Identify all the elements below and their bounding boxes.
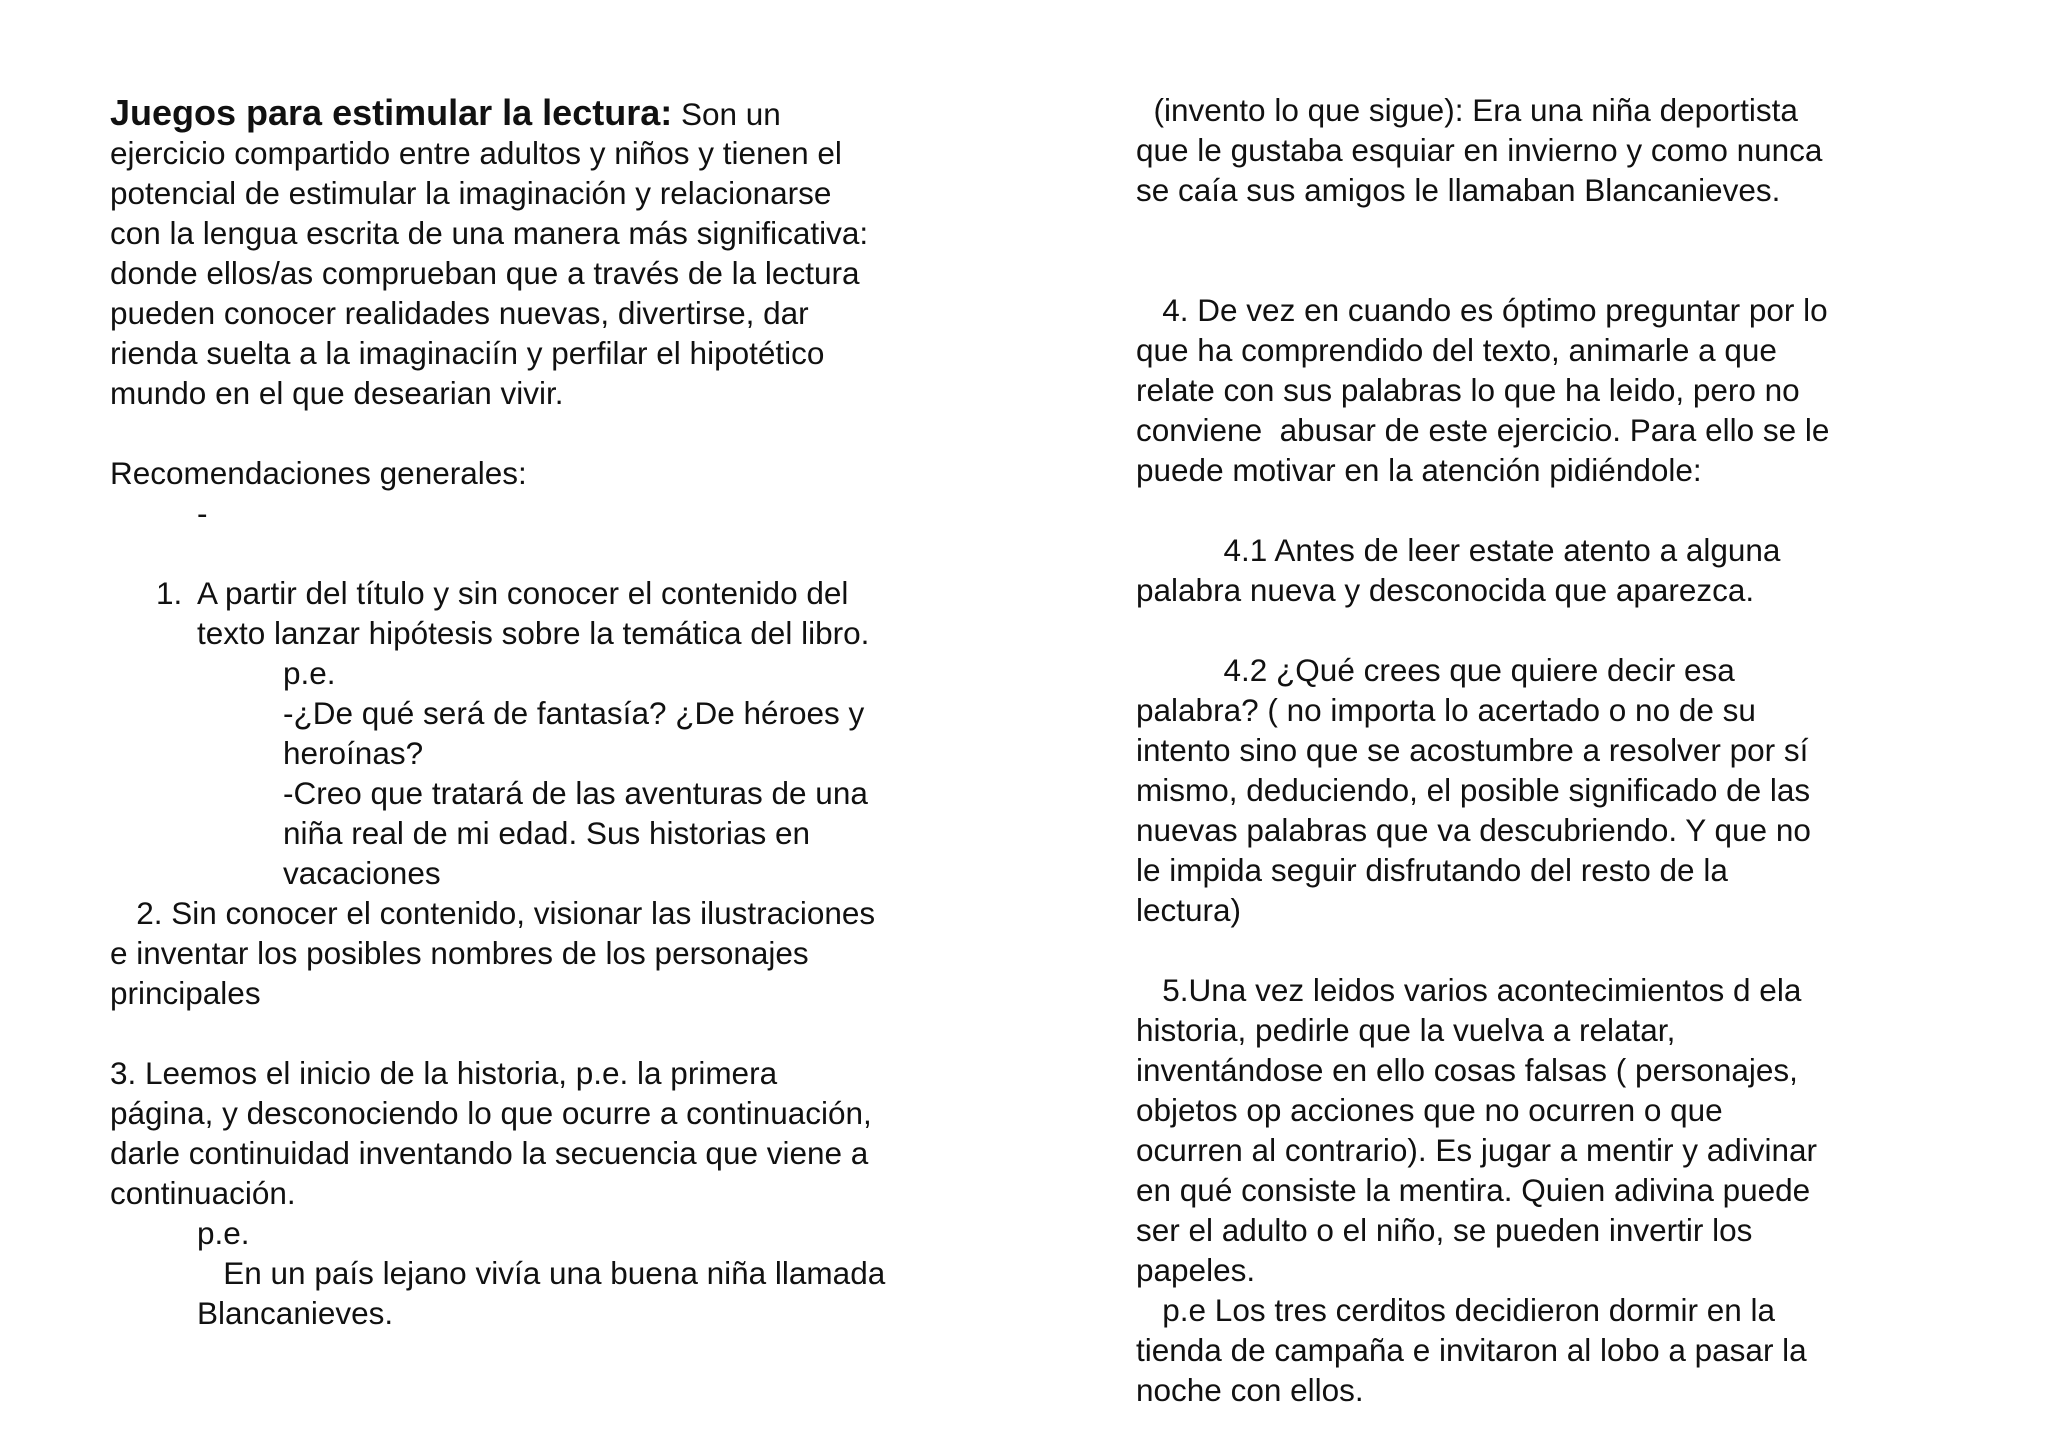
item-1-example: -¿De qué será de fantasía? ¿De héroes y <box>283 695 865 731</box>
intro-line: ejercicio compartido entre adultos y niños y tienen el <box>110 135 842 171</box>
item-1-example: niña real de mi edad. Sus historias en <box>283 815 811 851</box>
item-4-1-line: palabra nueva y desconocida que aparezca. <box>1136 572 1755 608</box>
title-rest: Son un <box>672 96 781 132</box>
item-5-line: ser el adulto o el niño, se pueden invertir los <box>1136 1212 1753 1248</box>
item-4-2-line: lectura) <box>1136 892 1242 928</box>
item-5-line: en qué consiste la mentira. Quien adivina puede <box>1136 1172 1811 1208</box>
item-5-line: 5.Una vez leidos varios acontecimientos d ela <box>1136 972 1802 1008</box>
item-1-example: vacaciones <box>283 855 441 891</box>
item-4-2-line: nuevas palabras que va descubriendo. Y que no <box>1136 812 1811 848</box>
item-4-line: que ha comprendido del texto, animarle a que <box>1136 332 1777 368</box>
item-1-example: p.e. <box>283 655 336 691</box>
title-line <box>110 93 781 134</box>
item-5-line: papeles. <box>1136 1252 1256 1288</box>
item-5-example-line: noche con ellos. <box>1136 1372 1364 1408</box>
item-5-line: objetos op acciones que no ocurren o que <box>1136 1092 1723 1128</box>
item-1-example: -Creo que tratará de las aventuras de una <box>283 775 868 811</box>
item-1-line: A partir del título y sin conocer el contenido del <box>197 575 849 611</box>
intro-line: con la lengua escrita de una manera más significativa: <box>110 215 869 251</box>
intro-line: potencial de estimular la imaginación y relacionarse <box>110 175 832 211</box>
item-4-2-line: palabra? ( no importa lo acertado o no de su <box>1136 692 1756 728</box>
intro-line: donde ellos/as comprueban que a través de la lectura <box>110 255 860 291</box>
item-5-line: ocurren al contrario). Es jugar a mentir y adivinar <box>1136 1132 1818 1168</box>
item-4-line: conviene abusar de este ejercicio. Para ello se le <box>1136 412 1830 448</box>
intro-line: pueden conocer realidades nuevas, divertirse, dar <box>110 295 809 331</box>
document-title: Juegos para estimular la lectura: <box>110 92 673 133</box>
item-4-2-line: intento sino que se acostumbre a resolver por sí <box>1136 732 1809 768</box>
item-3-example: En un país lejano vivía una buena niña llamada <box>197 1255 886 1291</box>
item-2-line: principales <box>110 975 261 1011</box>
item-1-example: heroínas? <box>283 735 424 771</box>
item-5-line: inventándose en ello cosas falsas ( personajes, <box>1136 1052 1798 1088</box>
item-3-example: Blancanieves. <box>197 1295 394 1331</box>
item-2-line: e inventar los posibles nombres de los personajes <box>110 935 809 971</box>
item-4-line: puede motivar en la atención pidiéndole: <box>1136 452 1702 488</box>
item-5-example-line: tienda de campaña e invitaron al lobo a pasar la <box>1136 1332 1807 1368</box>
item-4-2-line: 4.2 ¿Qué crees que quiere decir esa <box>1136 652 1735 688</box>
intro-line: mundo en el que desearian vivir. <box>110 375 564 411</box>
continuation-line: (invento lo que sigue): Era una niña deportista <box>1136 92 1798 128</box>
item-4-line: 4. De vez en cuando es óptimo preguntar por lo <box>1136 292 1828 328</box>
item-2-line: 2. Sin conocer el contenido, visionar las ilustraciones <box>110 895 876 931</box>
recommendations-heading: Recomendaciones generales: <box>110 455 527 491</box>
item-5-line: historia, pedirle que la vuelva a relatar, <box>1136 1012 1676 1048</box>
item-5-example-line: p.e Los tres cerditos decidieron dormir en la <box>1136 1292 1776 1328</box>
intro-line: rienda suelta a la imaginaciín y perfilar el hipotético <box>110 335 825 371</box>
item-4-line: relate con sus palabras lo que ha leido, pero no <box>1136 372 1800 408</box>
empty-bullet-dash: - <box>197 495 208 531</box>
item-4-1-line: 4.1 Antes de leer estate atento a alguna <box>1136 532 1781 568</box>
item-3-example: p.e. <box>197 1215 250 1251</box>
item-4-2-line: mismo, deduciendo, el posible significado de las <box>1136 772 1811 808</box>
item-3-line: página, y desconociendo lo que ocurre a continuación, <box>110 1095 872 1131</box>
item-3-line: 3. Leemos el inicio de la historia, p.e. la primera <box>110 1055 778 1091</box>
continuation-line: se caía sus amigos le llamaban Blancanieves. <box>1136 172 1781 208</box>
continuation-line: que le gustaba esquiar en invierno y como nunca <box>1136 132 1823 168</box>
item-3-line: darle continuidad inventando la secuencia que viene a <box>110 1135 869 1171</box>
item-1-line: texto lanzar hipótesis sobre la temática del libro. <box>197 615 870 651</box>
item-3-line: continuación. <box>110 1175 296 1211</box>
item-1-number: 1. <box>156 575 183 611</box>
item-4-2-line: le impida seguir disfrutando del resto de la <box>1136 852 1728 888</box>
